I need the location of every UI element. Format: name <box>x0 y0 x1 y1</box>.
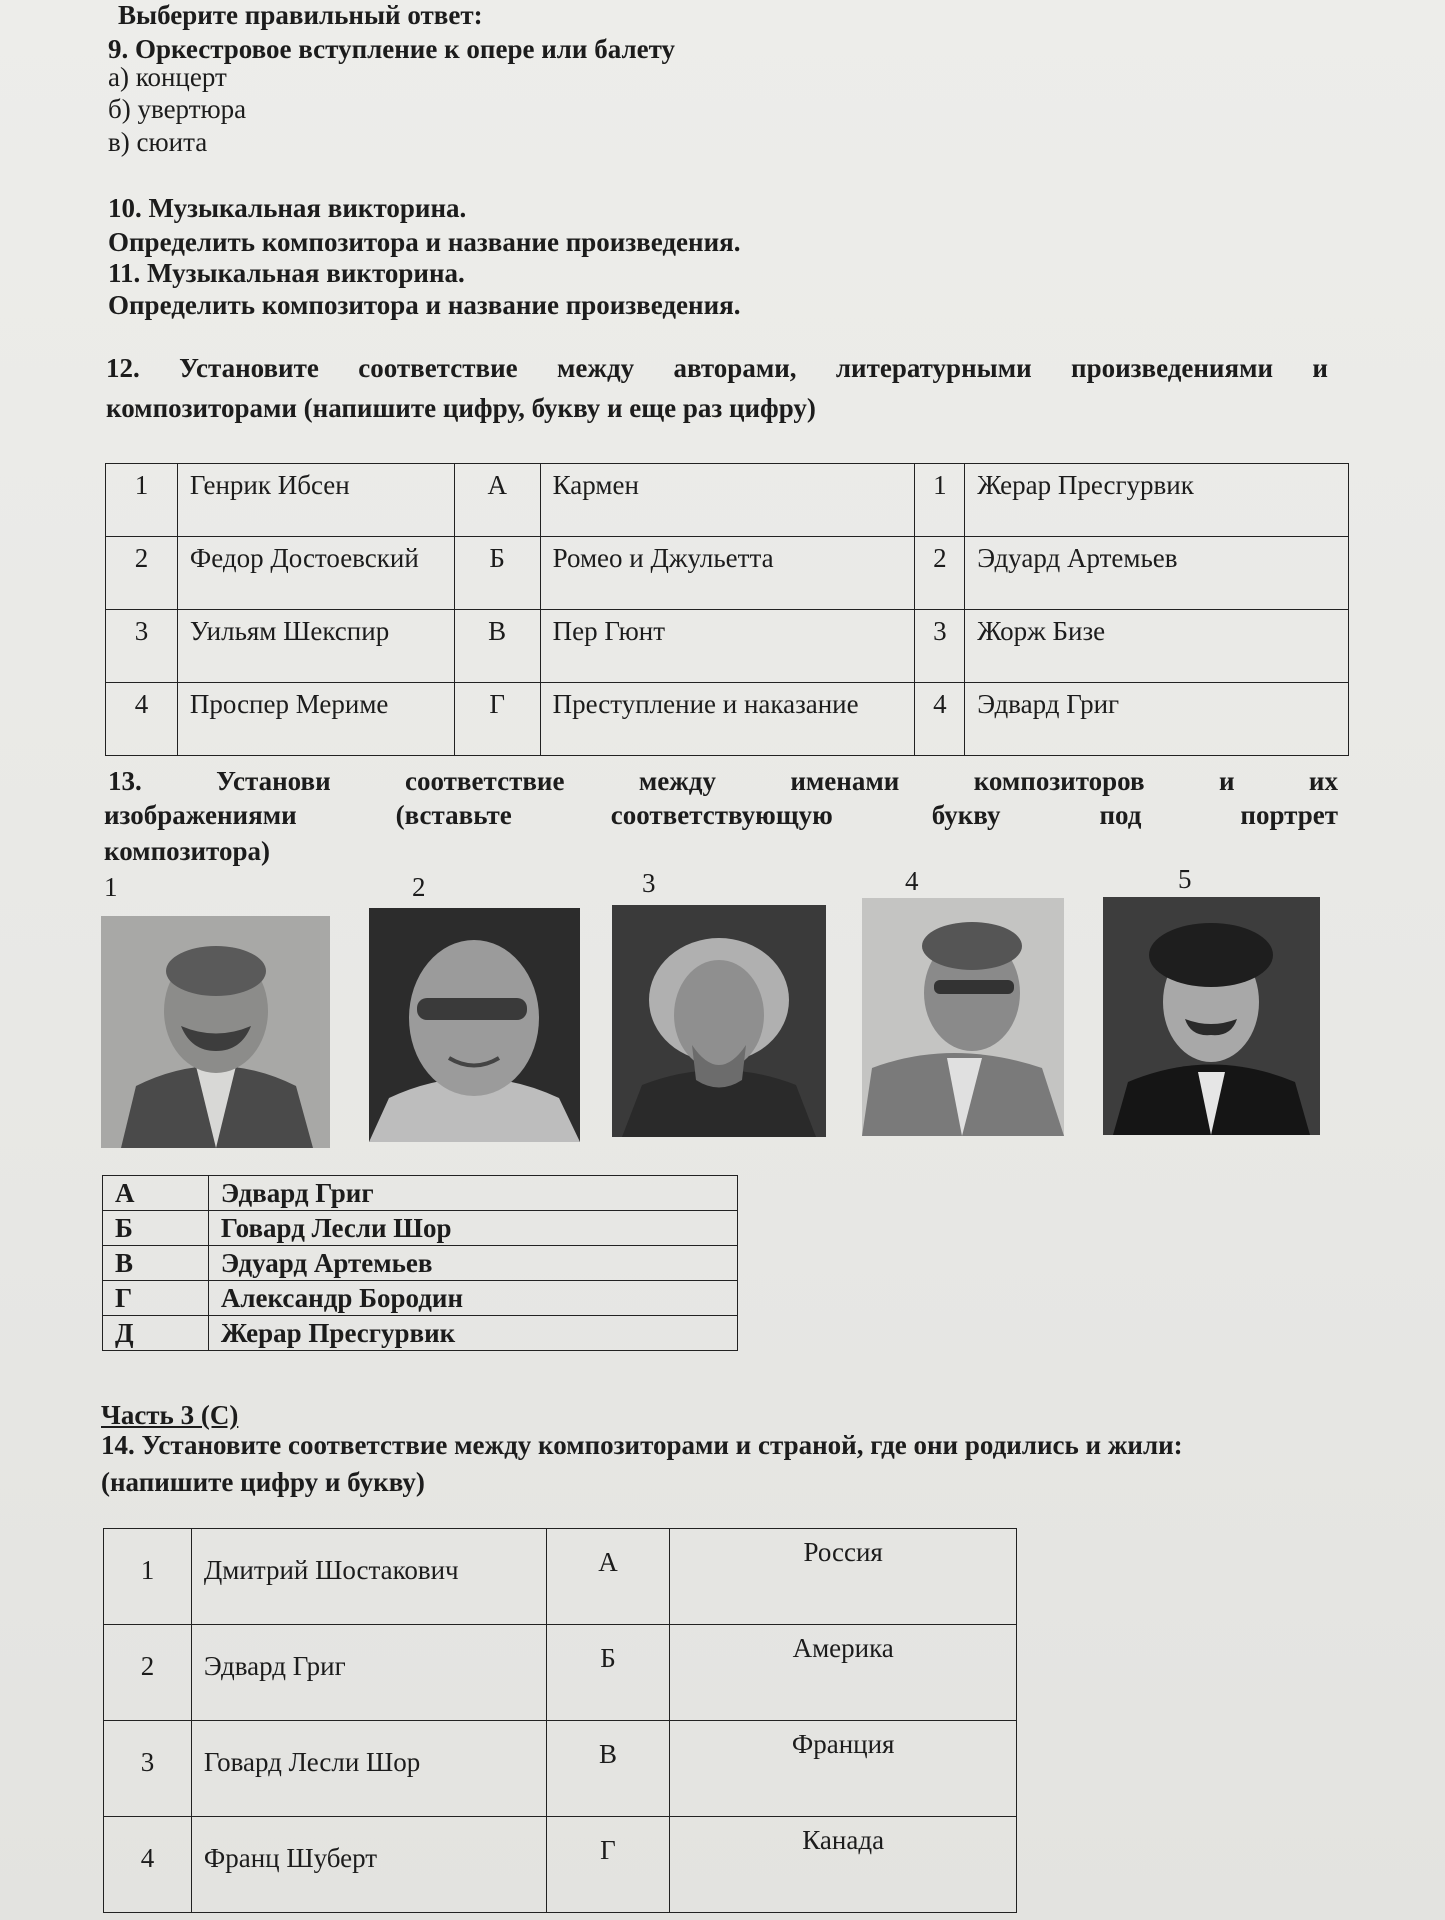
q12-word: между <box>557 353 635 383</box>
portrait-image-icon <box>101 916 330 1148</box>
q12-word: произведениями <box>1071 353 1274 383</box>
cell-author: Генрик Ибсен <box>177 464 454 537</box>
cell-letter: В <box>454 610 540 683</box>
portrait-image-icon <box>862 898 1064 1136</box>
q13-word: портрет <box>1240 800 1338 830</box>
cell-work: Ромео и Джульетта <box>540 537 915 610</box>
cell-work: Пер Гюнт <box>540 610 915 683</box>
q14-matching-table <box>103 1528 1017 1913</box>
q12-word: соответствие <box>358 353 518 383</box>
cell-letter: Д <box>103 1316 209 1351</box>
q14-subtitle: (напишите цифру и букву) <box>101 1467 425 1497</box>
table-row <box>106 610 1349 683</box>
cell-letter: Г <box>546 1817 670 1913</box>
q13-word: Установи <box>216 766 331 796</box>
portrait-number: 3 <box>642 868 656 898</box>
q11-task: Определить композитора и название произведения. <box>108 290 741 320</box>
cell-composer: Жорж Бизе <box>965 610 1349 683</box>
portrait-number: 1 <box>104 872 118 902</box>
q13-word: именами <box>790 766 900 796</box>
q12-matching-table <box>105 463 1349 756</box>
cell-number: 3 <box>104 1721 192 1817</box>
cell-composer: Эдуард Артемьев <box>965 537 1349 610</box>
q13-word: между <box>638 766 716 796</box>
table-row <box>104 1721 1017 1817</box>
cell-letter: А <box>454 464 540 537</box>
cell-composer: Жерар Пресгурвик <box>208 1316 737 1351</box>
portrait-image-icon <box>1103 897 1320 1135</box>
portrait-number: 4 <box>905 866 919 896</box>
q13-word: соответствующую <box>610 800 833 830</box>
cell-work: Кармен <box>540 464 915 537</box>
portrait-number: 5 <box>1178 864 1192 894</box>
q12-word: и <box>1312 353 1328 383</box>
table-row <box>103 1281 738 1316</box>
portrait-number: 2 <box>412 872 426 902</box>
q13-word: 13. <box>108 766 142 796</box>
q12-word: 12. <box>106 353 140 383</box>
table-row <box>106 464 1349 537</box>
part-heading-text: Часть 3 (С) <box>101 1400 239 1430</box>
cell-number: 1 <box>915 464 965 537</box>
q13-title-line2 <box>104 800 1338 831</box>
cell-composer: Франц Шуберт <box>191 1817 546 1913</box>
cell-composer: Дмитрий Шостакович <box>191 1529 546 1625</box>
cell-author: Федор Достоевский <box>177 537 454 610</box>
portrait-image-icon <box>612 905 826 1137</box>
table-row <box>104 1529 1017 1625</box>
cell-author: Проспер Мериме <box>177 683 454 756</box>
q13-word: композиторов <box>973 766 1145 796</box>
table-row <box>106 537 1349 610</box>
cell-work: Преступление и наказание <box>540 683 915 756</box>
q12-word: литературными <box>835 353 1032 383</box>
table-row <box>104 1625 1017 1721</box>
q11-title: 11. Музыкальная викторина. <box>108 258 465 288</box>
q13-word: изображениями <box>104 800 297 830</box>
table-row <box>103 1316 738 1351</box>
cell-number: 1 <box>106 464 178 537</box>
cell-composer: Эдуард Артемьев <box>208 1246 737 1281</box>
cell-letter: Б <box>546 1625 670 1721</box>
q9-option-c: в) сюита <box>108 127 208 157</box>
cell-letter: В <box>546 1721 670 1817</box>
cell-letter: Г <box>454 683 540 756</box>
cell-number: 2 <box>104 1625 192 1721</box>
cell-letter: А <box>546 1529 670 1625</box>
composer-portrait-5 <box>1103 897 1320 1135</box>
q13-word: под <box>1099 800 1142 830</box>
cell-composer: Говард Лесли Шор <box>191 1721 546 1817</box>
cell-number: 1 <box>104 1529 192 1625</box>
instruction-heading: Выберите правильный ответ: <box>118 0 483 30</box>
composer-portrait-3 <box>612 905 826 1137</box>
cell-number: 4 <box>915 683 965 756</box>
cell-number: 4 <box>106 683 178 756</box>
part-heading <box>101 1400 238 1431</box>
cell-country: Франция <box>670 1721 1017 1817</box>
q12-word: Установите <box>179 353 319 383</box>
q13-word: соответствие <box>405 766 565 796</box>
table-row <box>104 1817 1017 1913</box>
composer-portrait-2 <box>369 908 580 1142</box>
cell-composer: Эдвард Григ <box>965 683 1349 756</box>
cell-letter: А <box>103 1176 209 1211</box>
cell-number: 3 <box>915 610 965 683</box>
cell-composer: Эдвард Григ <box>191 1625 546 1721</box>
q12-title-line2: композиторами (напишите цифру, букву и еще раз цифру) <box>106 393 816 423</box>
table-row <box>103 1211 738 1246</box>
cell-letter: Б <box>103 1211 209 1246</box>
cell-letter: В <box>103 1246 209 1281</box>
cell-number: 4 <box>104 1817 192 1913</box>
table-row <box>106 683 1349 756</box>
q10-task: Определить композитора и название произведения. <box>108 227 741 257</box>
cell-composer: Эдвард Григ <box>208 1176 737 1211</box>
composer-portrait-1 <box>101 916 330 1148</box>
q13-title-line1 <box>108 766 1338 797</box>
composer-portrait-4 <box>862 898 1064 1136</box>
q12-title-line1 <box>106 353 1328 384</box>
table-row <box>103 1246 738 1281</box>
q13-word: букву <box>931 800 1001 830</box>
q9-title: 9. Оркестровое вступление к опере или балету <box>108 34 675 64</box>
cell-country: Канада <box>670 1817 1017 1913</box>
cell-country: Россия <box>670 1529 1017 1625</box>
q10-title: 10. Музыкальная викторина. <box>108 193 467 223</box>
cell-composer: Александр Бородин <box>208 1281 737 1316</box>
cell-number: 3 <box>106 610 178 683</box>
q13-composers-table <box>102 1175 738 1351</box>
q9-option-a: а) концерт <box>108 62 227 92</box>
table-row <box>103 1176 738 1211</box>
cell-letter: Б <box>454 537 540 610</box>
cell-number: 2 <box>106 537 178 610</box>
cell-author: Уильям Шекспир <box>177 610 454 683</box>
q13-title-line3: композитора) <box>104 836 270 866</box>
q13-word: и <box>1218 766 1235 796</box>
cell-composer: Жерар Пресгурвик <box>965 464 1349 537</box>
cell-country: Америка <box>670 1625 1017 1721</box>
q13-word: (вставьте <box>395 800 512 830</box>
cell-letter: Г <box>103 1281 209 1316</box>
portrait-image-icon <box>369 908 580 1142</box>
q13-word: их <box>1308 766 1338 796</box>
q9-option-b: б) увертюра <box>108 94 247 124</box>
cell-composer: Говард Лесли Шор <box>208 1211 737 1246</box>
q14-title: 14. Установите соответствие между композиторами и страной, где они родились и жили: <box>101 1430 1183 1460</box>
cell-number: 2 <box>915 537 965 610</box>
q12-word: авторами, <box>673 353 797 383</box>
